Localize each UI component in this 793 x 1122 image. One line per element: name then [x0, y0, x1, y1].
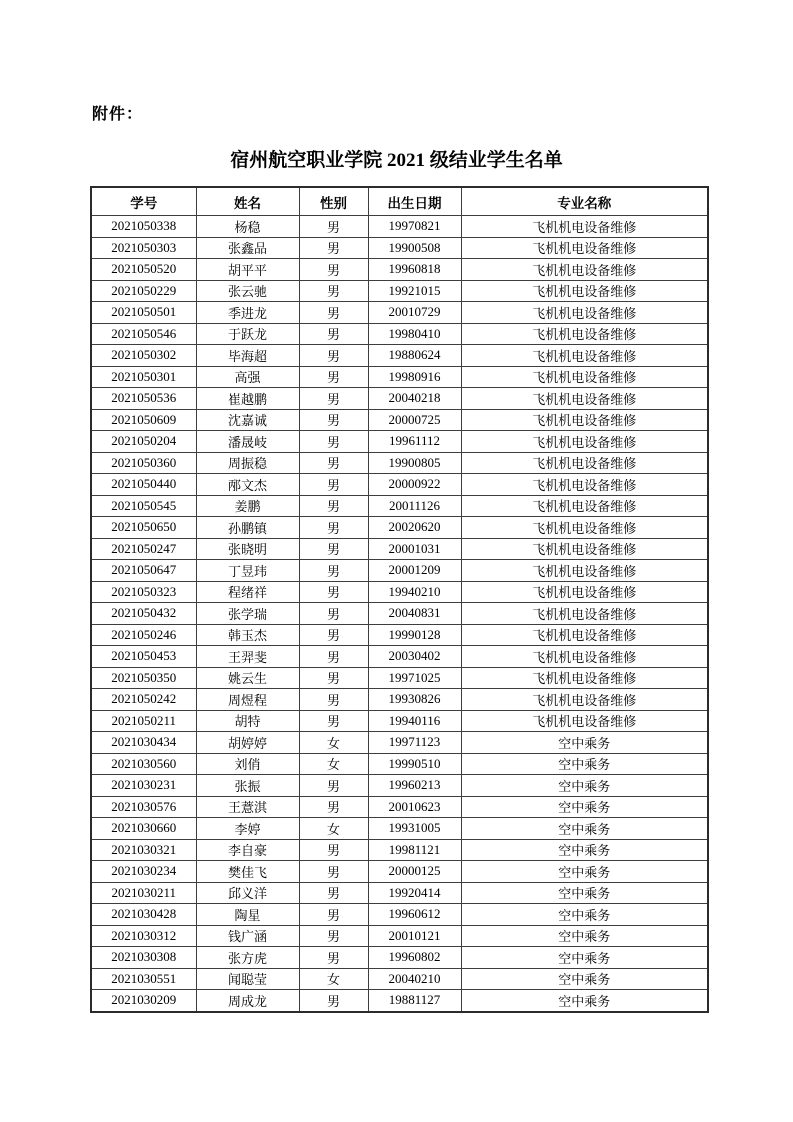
table-row: [91, 968, 708, 990]
cell-gender: 男: [299, 323, 368, 345]
cell-gender: 男: [299, 839, 368, 861]
cell-name: 潘晟岐: [196, 431, 299, 453]
cell-student-id: 2021030321: [91, 839, 196, 861]
cell-major: 空中乘务: [461, 839, 708, 861]
cell-student-id: 2021030209: [91, 990, 196, 1012]
cell-student-id: 2021050338: [91, 216, 196, 238]
cell-birth-date: 19900508: [368, 237, 461, 259]
cell-name: 张振: [196, 775, 299, 797]
cell-gender: 男: [299, 947, 368, 969]
table-row: [91, 947, 708, 969]
table-row: [91, 925, 708, 947]
cell-birth-date: 19990510: [368, 753, 461, 775]
cell-student-id: 2021030551: [91, 968, 196, 990]
cell-major: 空中乘务: [461, 904, 708, 926]
cell-student-id: 2021050229: [91, 280, 196, 302]
cell-major: 飞机机电设备维修: [461, 431, 708, 453]
cell-major: 飞机机电设备维修: [461, 560, 708, 582]
cell-gender: 男: [299, 581, 368, 603]
col-header-name: 姓名: [196, 187, 299, 216]
cell-birth-date: 20000725: [368, 409, 461, 431]
table-row: [91, 302, 708, 324]
cell-name: 张鑫品: [196, 237, 299, 259]
table-row: [91, 259, 708, 281]
cell-name: 胡特: [196, 710, 299, 732]
cell-major: 空中乘务: [461, 753, 708, 775]
cell-major: 空中乘务: [461, 775, 708, 797]
table-row: [91, 237, 708, 259]
table-row: [91, 581, 708, 603]
table-row: [91, 689, 708, 711]
cell-gender: 女: [299, 968, 368, 990]
table-row: [91, 882, 708, 904]
cell-birth-date: 20040210: [368, 968, 461, 990]
cell-gender: 女: [299, 818, 368, 840]
cell-major: 飞机机电设备维修: [461, 667, 708, 689]
cell-major: 空中乘务: [461, 861, 708, 883]
cell-birth-date: 19990128: [368, 624, 461, 646]
cell-student-id: 2021030428: [91, 904, 196, 926]
cell-gender: 男: [299, 388, 368, 410]
cell-birth-date: 20000125: [368, 861, 461, 883]
cell-major: 飞机机电设备维修: [461, 646, 708, 668]
table-row: [91, 753, 708, 775]
col-header-student-id: 学号: [91, 187, 196, 216]
cell-gender: 男: [299, 452, 368, 474]
table-header-row: [91, 187, 708, 216]
cell-student-id: 2021050520: [91, 259, 196, 281]
cell-birth-date: 20010729: [368, 302, 461, 324]
table-row: [91, 538, 708, 560]
cell-gender: 男: [299, 302, 368, 324]
cell-name: 沈嘉诚: [196, 409, 299, 431]
cell-student-id: 2021030234: [91, 861, 196, 883]
table-row: [91, 990, 708, 1012]
cell-birth-date: 20030402: [368, 646, 461, 668]
table-row: [91, 775, 708, 797]
cell-student-id: 2021030576: [91, 796, 196, 818]
cell-student-id: 2021050323: [91, 581, 196, 603]
cell-name: 姜鹏: [196, 495, 299, 517]
cell-birth-date: 19970821: [368, 216, 461, 238]
cell-gender: 男: [299, 861, 368, 883]
cell-major: 飞机机电设备维修: [461, 302, 708, 324]
cell-major: 飞机机电设备维修: [461, 345, 708, 367]
cell-major: 空中乘务: [461, 818, 708, 840]
cell-gender: 男: [299, 796, 368, 818]
cell-student-id: 2021050350: [91, 667, 196, 689]
cell-major: 飞机机电设备维修: [461, 452, 708, 474]
cell-name: 邴文杰: [196, 474, 299, 496]
cell-birth-date: 19930826: [368, 689, 461, 711]
cell-student-id: 2021050204: [91, 431, 196, 453]
table-row: [91, 517, 708, 539]
table-row: [91, 646, 708, 668]
cell-student-id: 2021050432: [91, 603, 196, 625]
cell-student-id: 2021050211: [91, 710, 196, 732]
cell-major: 飞机机电设备维修: [461, 689, 708, 711]
cell-major: 空中乘务: [461, 947, 708, 969]
cell-gender: 男: [299, 538, 368, 560]
cell-birth-date: 19980410: [368, 323, 461, 345]
page-title: 宿州航空职业学院 2021 级结业学生名单: [230, 150, 563, 171]
cell-major: 飞机机电设备维修: [461, 388, 708, 410]
cell-birth-date: 19940210: [368, 581, 461, 603]
table-row: [91, 861, 708, 883]
cell-student-id: 2021050301: [91, 366, 196, 388]
cell-gender: 男: [299, 904, 368, 926]
cell-major: 飞机机电设备维修: [461, 323, 708, 345]
cell-gender: 男: [299, 366, 368, 388]
table-row: [91, 280, 708, 302]
cell-student-id: 2021050647: [91, 560, 196, 582]
cell-name: 高强: [196, 366, 299, 388]
cell-gender: 男: [299, 646, 368, 668]
cell-student-id: 2021050303: [91, 237, 196, 259]
cell-student-id: 2021050440: [91, 474, 196, 496]
cell-gender: 男: [299, 925, 368, 947]
table-row: [91, 323, 708, 345]
cell-name: 胡婷婷: [196, 732, 299, 754]
cell-gender: 男: [299, 216, 368, 238]
cell-gender: 男: [299, 259, 368, 281]
cell-name: 毕海超: [196, 345, 299, 367]
cell-gender: 男: [299, 560, 368, 582]
cell-name: 樊佳飞: [196, 861, 299, 883]
cell-student-id: 2021050650: [91, 517, 196, 539]
col-header-major: 专业名称: [461, 187, 708, 216]
cell-name: 崔越鹏: [196, 388, 299, 410]
cell-student-id: 2021050360: [91, 452, 196, 474]
cell-major: 空中乘务: [461, 968, 708, 990]
cell-student-id: 2021030434: [91, 732, 196, 754]
cell-major: 空中乘务: [461, 796, 708, 818]
cell-name: 韩玉杰: [196, 624, 299, 646]
cell-student-id: 2021050246: [91, 624, 196, 646]
cell-gender: 男: [299, 710, 368, 732]
cell-major: 飞机机电设备维修: [461, 280, 708, 302]
cell-birth-date: 20010121: [368, 925, 461, 947]
cell-student-id: 2021030312: [91, 925, 196, 947]
cell-name: 陶星: [196, 904, 299, 926]
table-row: [91, 216, 708, 238]
student-table: [90, 186, 709, 1013]
cell-name: 刘俏: [196, 753, 299, 775]
table-row: [91, 624, 708, 646]
cell-birth-date: 19900805: [368, 452, 461, 474]
cell-gender: 男: [299, 280, 368, 302]
cell-gender: 男: [299, 431, 368, 453]
table-row: [91, 904, 708, 926]
cell-name: 张云驰: [196, 280, 299, 302]
cell-name: 周成龙: [196, 990, 299, 1012]
cell-major: 飞机机电设备维修: [461, 495, 708, 517]
cell-name: 王羿斐: [196, 646, 299, 668]
cell-major: 空中乘务: [461, 925, 708, 947]
table-row: [91, 710, 708, 732]
cell-student-id: 2021050536: [91, 388, 196, 410]
cell-birth-date: 20040831: [368, 603, 461, 625]
cell-student-id: 2021050302: [91, 345, 196, 367]
cell-major: 飞机机电设备维修: [461, 517, 708, 539]
cell-name: 邱义洋: [196, 882, 299, 904]
cell-name: 杨稳: [196, 216, 299, 238]
cell-birth-date: 20001209: [368, 560, 461, 582]
table-row: [91, 796, 708, 818]
cell-major: 空中乘务: [461, 882, 708, 904]
cell-birth-date: 19960213: [368, 775, 461, 797]
cell-major: 飞机机电设备维修: [461, 474, 708, 496]
cell-birth-date: 19960802: [368, 947, 461, 969]
cell-birth-date: 19921015: [368, 280, 461, 302]
table-row: [91, 409, 708, 431]
cell-name: 周振稳: [196, 452, 299, 474]
cell-gender: 女: [299, 753, 368, 775]
cell-name: 张学瑞: [196, 603, 299, 625]
cell-name: 程绪祥: [196, 581, 299, 603]
cell-birth-date: 19961112: [368, 431, 461, 453]
table-row: [91, 431, 708, 453]
col-header-gender: 性别: [299, 187, 368, 216]
table-row: [91, 667, 708, 689]
cell-name: 季进龙: [196, 302, 299, 324]
cell-birth-date: 19960818: [368, 259, 461, 281]
cell-name: 丁昱玮: [196, 560, 299, 582]
cell-birth-date: 19971123: [368, 732, 461, 754]
cell-major: 飞机机电设备维修: [461, 409, 708, 431]
cell-major: 空中乘务: [461, 990, 708, 1012]
cell-birth-date: 20000922: [368, 474, 461, 496]
cell-birth-date: 20001031: [368, 538, 461, 560]
cell-student-id: 2021030231: [91, 775, 196, 797]
cell-gender: 男: [299, 882, 368, 904]
cell-major: 飞机机电设备维修: [461, 581, 708, 603]
cell-student-id: 2021050453: [91, 646, 196, 668]
cell-gender: 男: [299, 345, 368, 367]
cell-major: 飞机机电设备维修: [461, 624, 708, 646]
cell-student-id: 2021030560: [91, 753, 196, 775]
cell-birth-date: 19880624: [368, 345, 461, 367]
cell-birth-date: 20020620: [368, 517, 461, 539]
cell-name: 张晓明: [196, 538, 299, 560]
table-row: [91, 495, 708, 517]
cell-major: 飞机机电设备维修: [461, 603, 708, 625]
cell-major: 飞机机电设备维修: [461, 216, 708, 238]
cell-name: 李婷: [196, 818, 299, 840]
cell-gender: 男: [299, 517, 368, 539]
cell-name: 于跃龙: [196, 323, 299, 345]
table-row: [91, 452, 708, 474]
cell-gender: 男: [299, 689, 368, 711]
cell-major: 飞机机电设备维修: [461, 538, 708, 560]
table-row: [91, 388, 708, 410]
cell-gender: 女: [299, 732, 368, 754]
attachment-label: 附件：: [92, 106, 144, 123]
table-row: [91, 818, 708, 840]
table-row: [91, 839, 708, 861]
cell-student-id: 2021050247: [91, 538, 196, 560]
cell-gender: 男: [299, 474, 368, 496]
cell-gender: 男: [299, 409, 368, 431]
table-row: [91, 345, 708, 367]
cell-student-id: 2021050501: [91, 302, 196, 324]
cell-birth-date: 19960612: [368, 904, 461, 926]
cell-student-id: 2021030211: [91, 882, 196, 904]
cell-student-id: 2021050546: [91, 323, 196, 345]
cell-gender: 男: [299, 990, 368, 1012]
cell-gender: 男: [299, 603, 368, 625]
cell-gender: 男: [299, 495, 368, 517]
cell-birth-date: 20040218: [368, 388, 461, 410]
cell-birth-date: 20010623: [368, 796, 461, 818]
cell-name: 李自豪: [196, 839, 299, 861]
cell-name: 王薏淇: [196, 796, 299, 818]
cell-gender: 男: [299, 237, 368, 259]
cell-name: 周煜程: [196, 689, 299, 711]
cell-major: 飞机机电设备维修: [461, 710, 708, 732]
cell-birth-date: 19940116: [368, 710, 461, 732]
cell-name: 闻聪莹: [196, 968, 299, 990]
cell-name: 孙鹏镇: [196, 517, 299, 539]
table-row: [91, 474, 708, 496]
cell-name: 胡平平: [196, 259, 299, 281]
cell-birth-date: 19881127: [368, 990, 461, 1012]
cell-name: 钱广涵: [196, 925, 299, 947]
cell-student-id: 2021050545: [91, 495, 196, 517]
cell-student-id: 2021050609: [91, 409, 196, 431]
col-header-birth-date: 出生日期: [368, 187, 461, 216]
cell-major: 空中乘务: [461, 732, 708, 754]
cell-gender: 男: [299, 624, 368, 646]
cell-birth-date: 20011126: [368, 495, 461, 517]
cell-student-id: 2021050242: [91, 689, 196, 711]
cell-student-id: 2021030660: [91, 818, 196, 840]
cell-birth-date: 19920414: [368, 882, 461, 904]
table-row: [91, 603, 708, 625]
cell-gender: 男: [299, 775, 368, 797]
cell-major: 飞机机电设备维修: [461, 366, 708, 388]
cell-name: 张方虎: [196, 947, 299, 969]
table-row: [91, 560, 708, 582]
table-row: [91, 732, 708, 754]
cell-gender: 男: [299, 667, 368, 689]
cell-major: 飞机机电设备维修: [461, 237, 708, 259]
cell-student-id: 2021030308: [91, 947, 196, 969]
cell-birth-date: 19971025: [368, 667, 461, 689]
cell-birth-date: 19981121: [368, 839, 461, 861]
cell-major: 飞机机电设备维修: [461, 259, 708, 281]
cell-birth-date: 19980916: [368, 366, 461, 388]
cell-name: 姚云生: [196, 667, 299, 689]
cell-birth-date: 19931005: [368, 818, 461, 840]
table-row: [91, 366, 708, 388]
